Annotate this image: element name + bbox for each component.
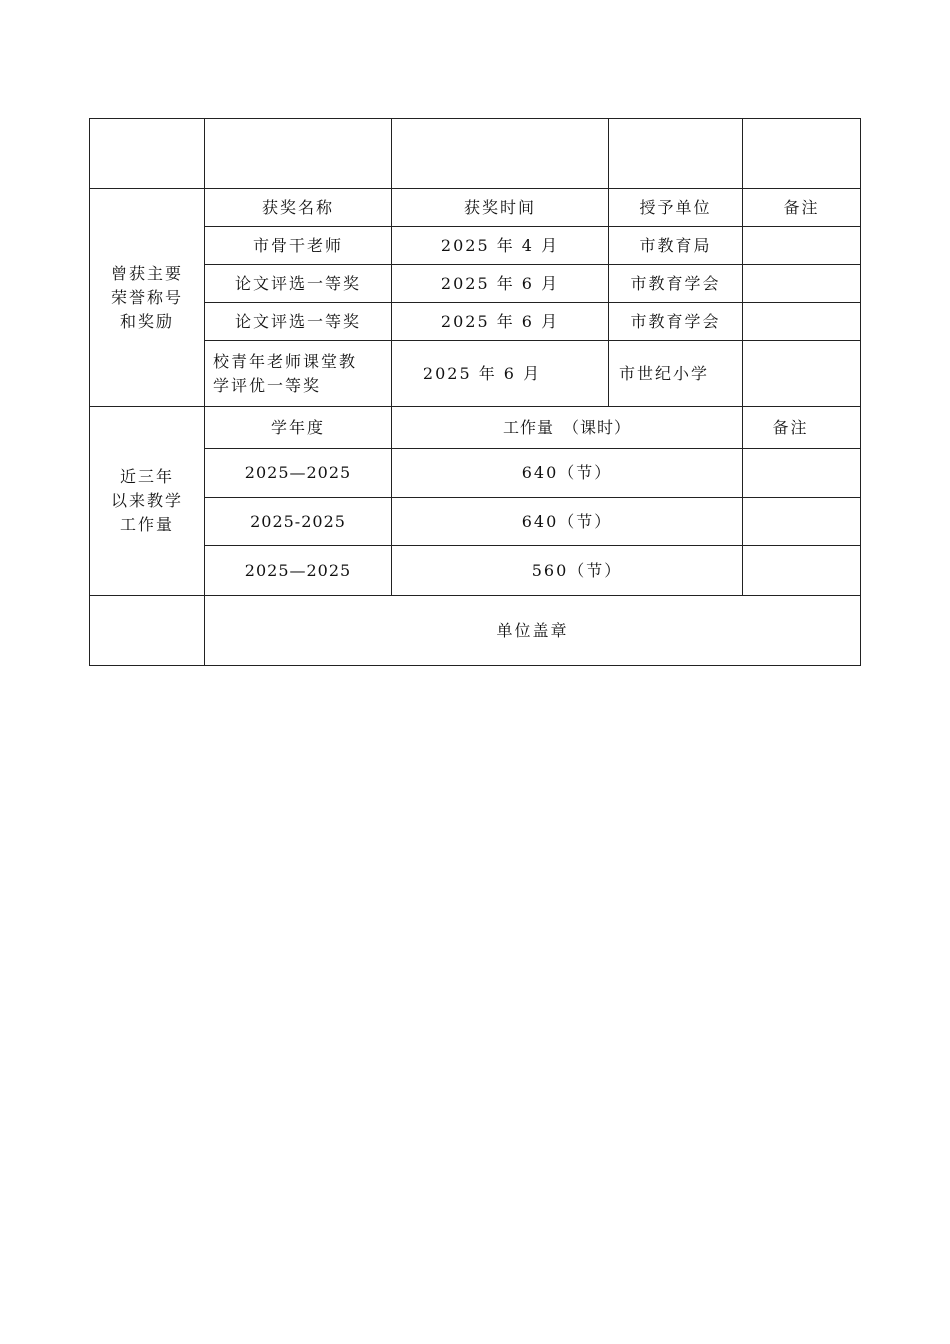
workload-note (743, 546, 860, 595)
award-unit: 市教育学会 (630, 273, 721, 293)
award-time: 2025 年 6 月 (422, 363, 542, 383)
header-award-time: 获奖时间 (463, 197, 536, 217)
workload-section-label (90, 407, 204, 595)
award-note (743, 227, 860, 264)
award-note (743, 303, 860, 340)
header-workload: 工作量 （课时） (502, 417, 631, 437)
award-time: 2025 年 6 月 (440, 273, 560, 293)
honors-label-line: 曾获主要 (110, 263, 183, 283)
workload-year: 2025-2025 (250, 511, 346, 531)
workload-note (743, 498, 860, 545)
workload-year: 2025—2025 (244, 463, 352, 482)
award-unit: 市教育学会 (630, 311, 721, 331)
award-time: 2025 年 4 月 (440, 235, 560, 255)
info-table (89, 118, 861, 666)
award-name: 论文评选一等奖 (234, 273, 361, 293)
header-award-note: 备注 (783, 197, 820, 217)
award-name-multiline (205, 341, 391, 406)
award-name: 市骨干老师 (252, 235, 343, 255)
table-border-right (860, 118, 861, 666)
workload-label-line: 近三年 (119, 467, 174, 486)
award-time: 2025 年 6 月 (440, 311, 560, 331)
workload-label-line: 工作量 (119, 515, 174, 534)
award-unit: 市世纪小学 (619, 363, 710, 383)
header-school-year: 学年度 (270, 417, 325, 437)
workload-year: 2025—2025 (244, 560, 352, 580)
workload-amount: 640（节） (521, 463, 613, 482)
award-name: 论文评选一等奖 (234, 311, 361, 331)
award-name-line: 校青年老师课堂教 (213, 351, 358, 371)
seal-label: 单位盖章 (496, 620, 569, 640)
award-name-line: 学评优一等奖 (213, 375, 322, 395)
workload-amount: 560（节） (531, 560, 623, 580)
workload-amount: 640（节） (521, 511, 613, 531)
honors-label-line: 和奖励 (119, 311, 174, 331)
workload-label-line: 以来教学 (110, 491, 183, 510)
header-award-name: 获奖名称 (261, 197, 334, 217)
header-award-unit: 授予单位 (639, 197, 712, 217)
honors-section-label (90, 189, 204, 406)
award-note (743, 265, 860, 302)
header-workload-note: 备注 (772, 417, 809, 437)
award-unit: 市教育局 (639, 235, 712, 255)
award-note (743, 341, 860, 406)
honors-label-line: 荣誉称号 (110, 287, 183, 307)
workload-note (743, 449, 860, 497)
